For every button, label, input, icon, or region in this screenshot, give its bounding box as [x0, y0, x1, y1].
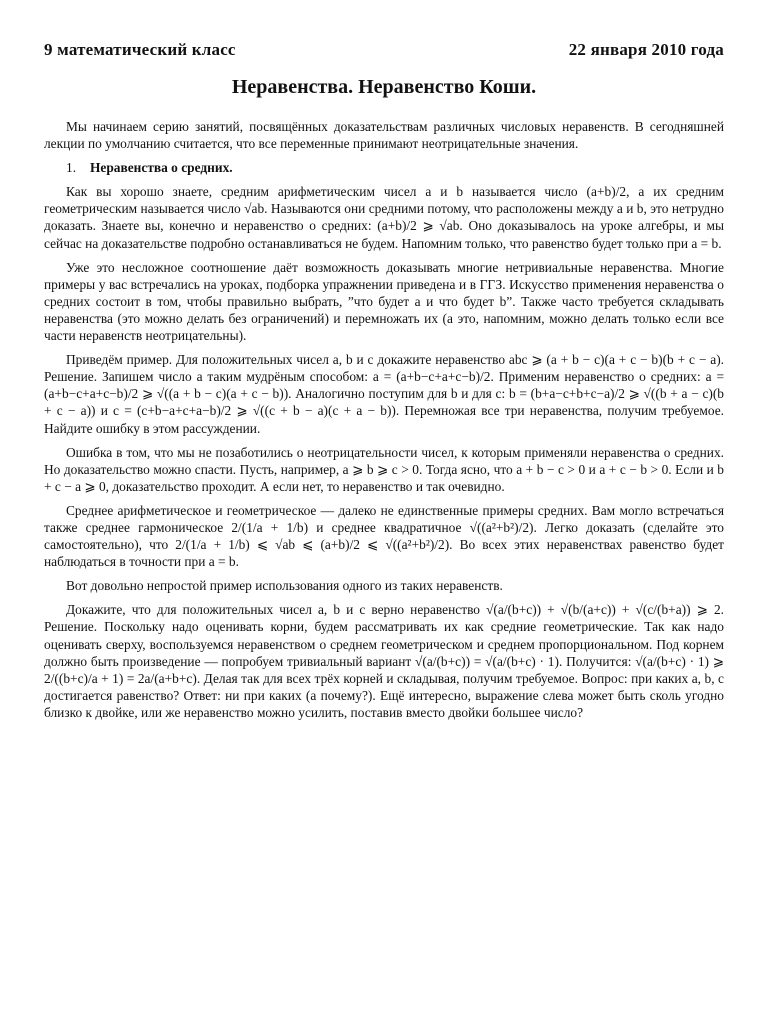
header-date: 22 января 2010 года [568, 40, 724, 59]
paragraph-problem: Докажите, что для положительных чисел a, b и c верно неравенство √(a/(b+c)) + √(b/(a+c)) + √(c/(b+a)) ⩾ 2. Решение. Поскольку надо оценивать корни, будем рассматривать их как средние геометрические. Так как надо оценивать сверху, воспользуемся неравенством о среднем геометрическом и среднем пропорциональном. Под корнем должно быть произведение — попробуем тривиальный вариант √(a/(b+c)) = √(a/(b+c) · 1). Получится: √(a/(b+c) · 1) ⩾ 2/((b+c)/a + 1) = 2a/(a+b+c). Делая так для всех трёх корней и складывая, получим требуемое. Вопрос: при каких a, b, c достигается равенство? Ответ: ни при каких (а почему?). Ещё интересно, выражение слева может быть сколь угодно близко к двойке, или же неравенство можно усилить, поставив вместо двойки большее число? [44, 602, 724, 720]
paragraph-means: Как вы хорошо знаете, средним арифметическим чисел a и b называется число (a+b)/2, а их средним геометрическим называется число √ab. Называются они средними потому, что расположены между a и b, это нетрудно доказать. Знаете вы, конечно и неравенство о средних: (a+b)/2 ⩾ √ab. Оно доказывалось на уроке алгебры, и мы сейчас на доказательстве подробно останавливаться не будем. Напомним только, что равенство будет только при a = b. [44, 184, 724, 251]
paragraph-example: Приведём пример. Для положительных чисел a, b и c докажите неравенство abc ⩾ (a + b − c)(a + c − b)(b + c − a). Решение. Запишем число a таким мудрёным способом: a = (a+b−c+a+c−b)/2. Применим неравенство о средних: a = (a+b−c+a+c−b)/2 ⩾ √((a + b − c)(a + c − b)). Аналогично поступим для b и для c: b = (b+a−c+b+c−a)/2 ⩾ √((b + a − c)(b + c − a)) и c = (c+b−a+c+a−b)/2 ⩾ √((c + b − a)(c + a − b)). Перемножая все три неравенства, получим требуемое. Найдите ошибку в этом рассуждении. [44, 352, 724, 436]
document-body [44, 118, 724, 728]
paragraph-error: Ошибка в том, что мы не позаботились о неотрицательности чисел, к которым применяли неравенства о средних. Но доказательство можно спасти. Пусть, например, a ⩾ b ⩾ c > 0. Тогда ясно, что a + b − c > 0 и a + c − b > 0. Если и b + c − a ⩾ 0, доказательство проходит. А если нет, то неравенство и так очевидно. [44, 444, 724, 494]
intro-paragraph: Мы начинаем серию занятий, посвящённых доказательствам различных числовых неравенств. В сегодняшней лекции по умолчанию считается, что все переменные принимают неотрицательные значения. [44, 119, 724, 152]
section-number: 1. [66, 160, 77, 176]
header-class: 9 математический класс [44, 40, 236, 59]
paragraph-applications: Уже это несложное соотношение даёт возможность доказывать многие нетривиальные неравенства. Многие примеры у вас встречались на уроках, подборка упражнении приведена и в ГГЗ. Искусство применения неравенства о средних состоит в том, чтобы правильно выбрать, ”что будет a и что будет b”. Также часто требуется складывать неравенства (это можно делать без ограничений) и перемножать их (а это, напомним, можно делать только если все части неравенств неотрицательны). [44, 259, 724, 344]
section-heading [44, 159, 724, 176]
page-title: Неравенства. Неравенство Коши. [231, 76, 537, 98]
section-title: Неравенства о средних. [90, 160, 233, 176]
page-header [44, 40, 724, 64]
paragraph-transition: Вот довольно непростой пример использования одного из таких неравенств. [66, 578, 503, 594]
paragraph-other-means: Среднее арифметическое и геометрическое — далеко не единственные примеры средних. Вам могло встречаться также среднее гармоническое 2/(1/a + 1/b) и среднее квадратичное √((a²+b²)/2). Легко доказать (сделайте это самостоятельно), что 2/(1/a + 1/b) ⩽ √ab ⩽ (a+b)/2 ⩽ √((a²+b²)/2). Во всех этих неравенствах равенство будет наблюдаться в точности при a = b. [44, 502, 724, 570]
